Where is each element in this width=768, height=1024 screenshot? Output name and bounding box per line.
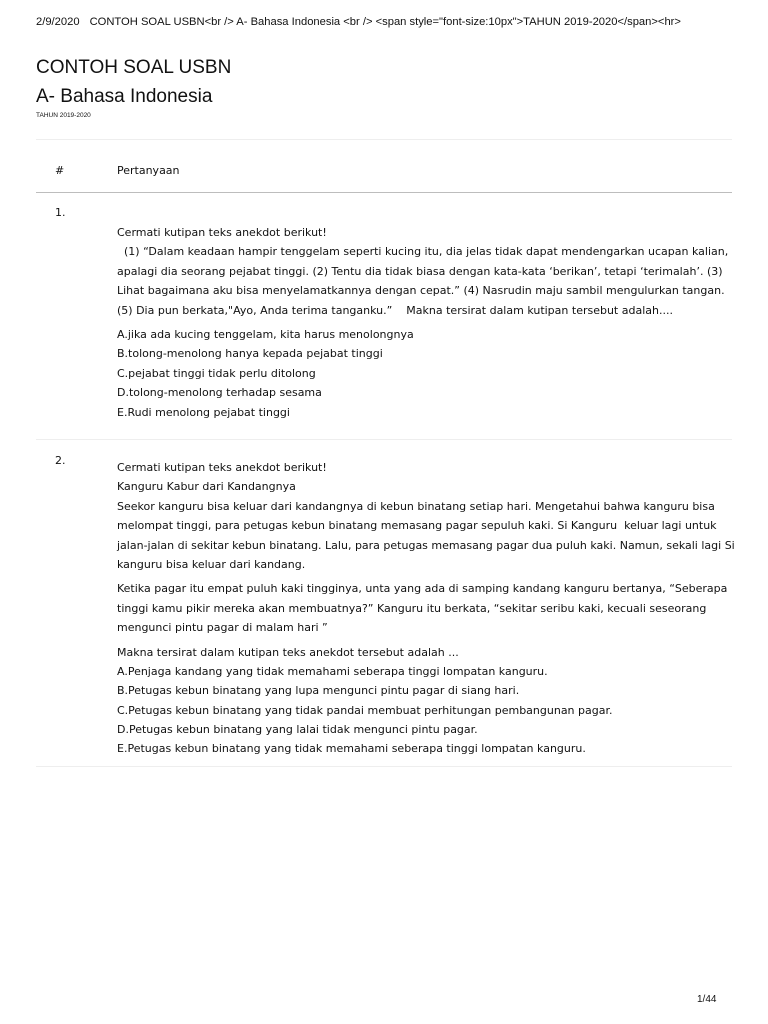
page-title: CONTOH SOAL USBN — [36, 57, 232, 78]
question-1-passage-line: (5) Dia pun berkata,"Ayo, Anda terima tanganku.” Makna tersirat dalam kutipan tersebut adalah.... — [117, 303, 673, 317]
question-2-story-title: Kanguru Kabur dari Kandangnya — [117, 480, 296, 494]
question-2-paragraph-2-line: mengunci pintu pagar di malam hari ” — [117, 621, 328, 635]
question-1-intro: Cermati kutipan teks anekdot berikut! — [117, 226, 327, 239]
question-2-option-d: D.Petugas kebun binatang yang lalai tidak mengunci pintu pagar. — [117, 723, 478, 737]
print-header — [36, 16, 681, 28]
question-2-option-e: E.Petugas kebun binatang yang tidak memahami seberapa tinggi lompatan kanguru. — [117, 742, 586, 756]
row-divider — [36, 439, 732, 440]
question-2-paragraph-1-line: jalan-jalan di sekitar kebun binatang. Lalu, para petugas memasang pagar dua puluh kaki. Namun, sekali lagi Si — [117, 538, 735, 552]
page-subtitle: A- Bahasa Indonesia — [36, 86, 213, 107]
question-1-option-b: B.tolong-menolong hanya kepada pejabat tinggi — [117, 347, 383, 361]
year-label: TAHUN 2019-2020 — [36, 112, 91, 119]
question-1-passage-line: Lihat bagaimana aku bisa menyelamatkannya dengan cepat.” (4) Nasrudin maju sambil mengulurkan tangan. — [117, 284, 725, 298]
question-1 — [117, 223, 729, 422]
question-2 — [117, 458, 735, 759]
column-header-number: # — [55, 164, 65, 177]
question-2-paragraph-1-line: kanguru bisa keluar dari kandang. — [117, 557, 306, 571]
question-1-passage-line: (1) “Dalam keadaan hampir tenggelam seperti kucing itu, dia jelas tidak dapat mendengarkan ucapan kalian, — [117, 245, 729, 259]
question-1-option-c: C.pejabat tinggi tidak perlu ditolong — [117, 366, 316, 380]
question-2-paragraph-1-line: melompat tinggi, para petugas kebun binatang memasang pagar sepuluh kaki. Si Kanguru keluar lagi untuk — [117, 519, 717, 533]
print-title: CONTOH SOAL USBN<br /> A- Bahasa Indonesia <br /> <span style="font-size:10px">TAHUN 2019-2020</span><hr> — [89, 16, 681, 28]
question-2-number: 2. — [55, 454, 66, 467]
question-2-paragraph-1-line: Seekor kanguru bisa keluar dari kandangnya di kebun binatang setiap hari. Mengetahui bahwa kanguru bisa — [117, 499, 715, 513]
question-1-option-d: D.tolong-menolong terhadap sesama — [117, 386, 322, 400]
row-divider — [36, 766, 732, 767]
question-1-option-e: E.Rudi menolong pejabat tinggi — [117, 405, 290, 419]
question-1-option-a: A.jika ada kucing tenggelam, kita harus menolongnya — [117, 327, 414, 341]
column-header-question: Pertanyaan — [117, 164, 180, 177]
question-2-prompt: Makna tersirat dalam kutipan teks anekdot tersebut adalah ... — [117, 645, 459, 659]
question-1-passage-line: apalagi dia seorang pejabat tinggi. (2) Tentu dia tidak biasa dengan kata-kata ‘berikan’, tetapi ‘terimalah’. (3) — [117, 264, 723, 278]
question-2-option-c: C.Petugas kebun binatang yang tidak pandai membuat perhitungan pembangunan pagar. — [117, 703, 613, 717]
print-date: 2/9/2020 — [36, 16, 80, 28]
question-2-option-a: A.Penjaga kandang yang tidak memahami seberapa tinggi lompatan kanguru. — [117, 664, 548, 678]
header-divider — [36, 192, 732, 193]
question-2-intro: Cermati kutipan teks anekdot berikut! — [117, 461, 327, 474]
question-2-paragraph-2-line: tinggi kamu pikir mereka akan membuatnya?” Kanguru itu berkata, “sekitar seribu kaki, kecuali seseorang — [117, 601, 707, 615]
question-2-paragraph-2-line: Ketika pagar itu empat puluh kaki tingginya, unta yang ada di samping kandang kanguru bertanya, “Seberapa — [117, 582, 728, 596]
page-number: 1/44 — [697, 994, 717, 1005]
divider — [36, 139, 732, 140]
question-1-number: 1. — [55, 206, 66, 219]
question-2-option-b: B.Petugas kebun binatang yang lupa mengunci pintu pagar di siang hari. — [117, 684, 520, 698]
